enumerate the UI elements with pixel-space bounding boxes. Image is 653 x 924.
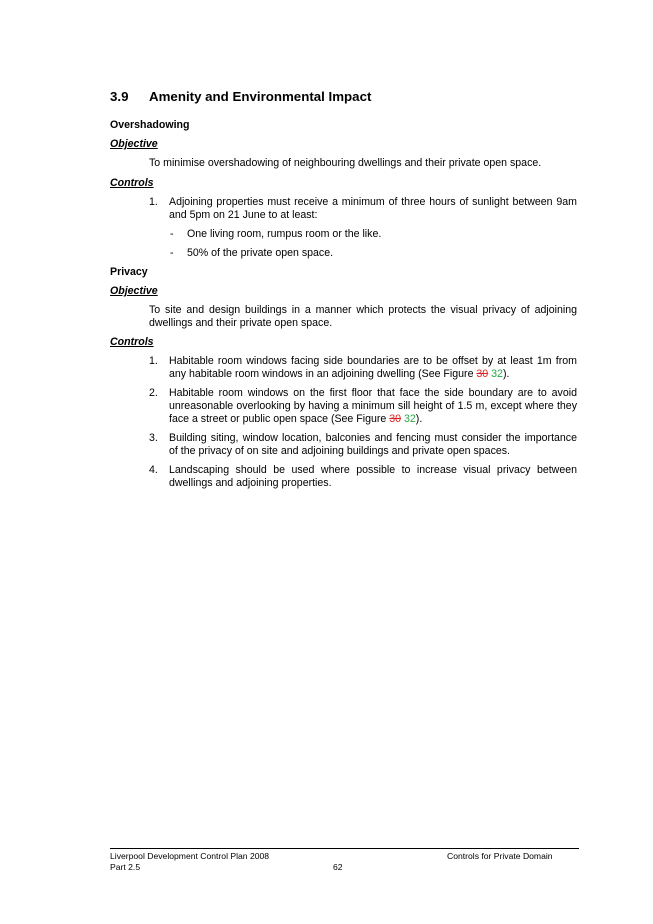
deleted-figure-number: 30 bbox=[476, 368, 489, 380]
privacy-control-3 bbox=[149, 432, 577, 458]
deleted-figure-number: 30 bbox=[389, 413, 402, 425]
page-number: 62 bbox=[333, 862, 343, 872]
control-text: Adjoining properties must receive a minimum of three hours of sunlight between 9am and 5pm on 21 June to at least: bbox=[169, 196, 577, 221]
control-number: 2. bbox=[149, 387, 158, 399]
control-number: 1. bbox=[149, 196, 158, 208]
control-text: Habitable room windows on the first floor that face the side boundary are to avoid unreasonable overlooking by having a minimum sill height of 1.5 m, except where they face a street or public open space (See Figure 30 32). bbox=[169, 387, 577, 425]
privacy-objective-text: To site and design buildings in a manner which protects the visual privacy of adjoining dwellings and their private open space. bbox=[149, 304, 577, 329]
overshadowing-objective-label: Objective bbox=[110, 138, 158, 150]
overshadowing-heading: Overshadowing bbox=[110, 119, 190, 131]
control-text: Landscaping should be used where possible to increase visual privacy between dwellings and adjoining properties. bbox=[169, 464, 577, 489]
bullet-text: One living room, rumpus room or the like. bbox=[187, 228, 382, 240]
bullet-dash: - bbox=[170, 228, 174, 240]
footer-divider bbox=[110, 848, 579, 849]
privacy-objective-label: Objective bbox=[110, 285, 158, 297]
control-text: Habitable room windows facing side boundaries are to be offset by at least 1m from any habitable room windows in an adjoining dwelling (See Figure 30 32). bbox=[169, 355, 577, 380]
privacy-control-2 bbox=[149, 387, 577, 426]
privacy-control-4 bbox=[149, 464, 577, 490]
section-heading bbox=[110, 89, 371, 104]
control-number: 1. bbox=[149, 355, 158, 367]
footer-section-name: Controls for Private Domain bbox=[447, 851, 553, 861]
privacy-control-1 bbox=[149, 355, 577, 381]
privacy-controls-label: Controls bbox=[110, 336, 154, 348]
overshadowing-objective-text: To minimise overshadowing of neighbouring dwellings and their private open space. bbox=[149, 157, 542, 169]
section-number: 3.9 bbox=[110, 89, 129, 104]
footer-part: Part 2.5 bbox=[110, 862, 141, 872]
control-text: Building siting, window location, balconies and fencing must consider the importance of the privacy of on site and adjoining buildings and private open spaces. bbox=[169, 432, 577, 457]
control-number: 4. bbox=[149, 464, 158, 476]
section-title: Amenity and Environmental Impact bbox=[149, 89, 372, 104]
inserted-figure-number: 32 bbox=[404, 413, 416, 425]
overshadowing-control-1 bbox=[149, 196, 577, 222]
overshadowing-controls-label: Controls bbox=[110, 177, 154, 189]
footer-plan-title: Liverpool Development Control Plan 2008 bbox=[110, 851, 270, 861]
inserted-figure-number: 32 bbox=[491, 368, 503, 380]
bullet-text: 50% of the private open space. bbox=[187, 247, 334, 259]
control-number: 3. bbox=[149, 432, 158, 444]
privacy-heading: Privacy bbox=[110, 266, 148, 278]
bullet-dash: - bbox=[170, 247, 174, 259]
